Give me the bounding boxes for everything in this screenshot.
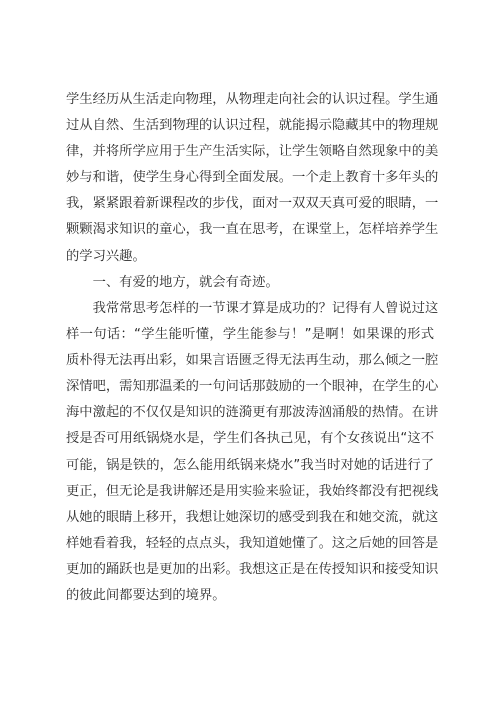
- paragraph-2: [66, 296, 439, 609]
- paragraph-1-line: 我，紧紧跟着新课程改的步伐，面对一双双天真可爱的眼睛，一: [66, 196, 439, 212]
- paragraph-2-line: 质朴得无法再出彩，如果言语匮乏得无法再生动，那么倾之一腔: [66, 353, 439, 369]
- paragraph-1: [66, 87, 439, 270]
- paragraph-2-line: 可能，锅是铁的，怎么能用纸锅来烧水”我当时对她的话进行了: [66, 457, 434, 473]
- paragraph-2-line: 授是否可用纸锅烧水是，学生们各执己见，有个女孩说出“这不: [66, 431, 434, 447]
- paragraph-2-line: 更正，但无论是我讲解还是用实验来验证，我始终都没有把视线: [66, 483, 439, 499]
- section-heading: [66, 270, 434, 296]
- paragraph-2-line: 我常常思考怎样的一节课才算是成功的？记得有人曾说过这: [92, 301, 439, 316]
- paragraph-1-line: 学生经历从生活走向物理，从物理走向社会的认识过程。学生通: [66, 92, 439, 107]
- paragraph-2-line: 的彼此间都要达到的境界。: [66, 588, 226, 604]
- paragraph-2-line: 样她看着我，轻轻的点点头，我知道她懂了。这之后她的回答是: [66, 535, 439, 551]
- section-heading-text: 一、有爱的地方，就会有奇迹。: [92, 275, 279, 290]
- paragraph-1-line: 妙与和谐，使学生身心得到全面发展。一个走上教育十多年头的: [66, 170, 439, 186]
- paragraph-2-line: 深情吧，需知那温柔的一句问话那鼓励的一个眼神，在学生的心: [66, 379, 439, 395]
- paragraph-2-line: 从她的眼睛上移开，我想让她深切的感受到我在和她交流，就这: [66, 509, 439, 525]
- paragraph-1-line: 过从自然、生活到物理的认识过程，就能揭示隐藏其中的物理规: [66, 118, 439, 134]
- paragraph-2-line: 样一句话：“学生能听懂，学生能参与！”是啊！如果课的形式: [66, 327, 434, 343]
- paragraph-2-line: 更加的踊跃也是更加的出彩。我想这正是在传授知识和接受知识: [66, 561, 439, 577]
- paragraph-2-line: 海中激起的不仅仅是知识的涟漪更有那波涛汹涌般的热情。在讲: [66, 405, 439, 421]
- paragraph-1-line: 的学习兴趣。: [66, 248, 146, 264]
- paragraph-1-line: 颗颗渴求知识的童心，我一直在思考，在课堂上，怎样培养学生: [66, 222, 439, 238]
- paragraph-1-line: 律，并将所学应用于生产生活实际，让学生领略自然现象中的美: [66, 144, 439, 160]
